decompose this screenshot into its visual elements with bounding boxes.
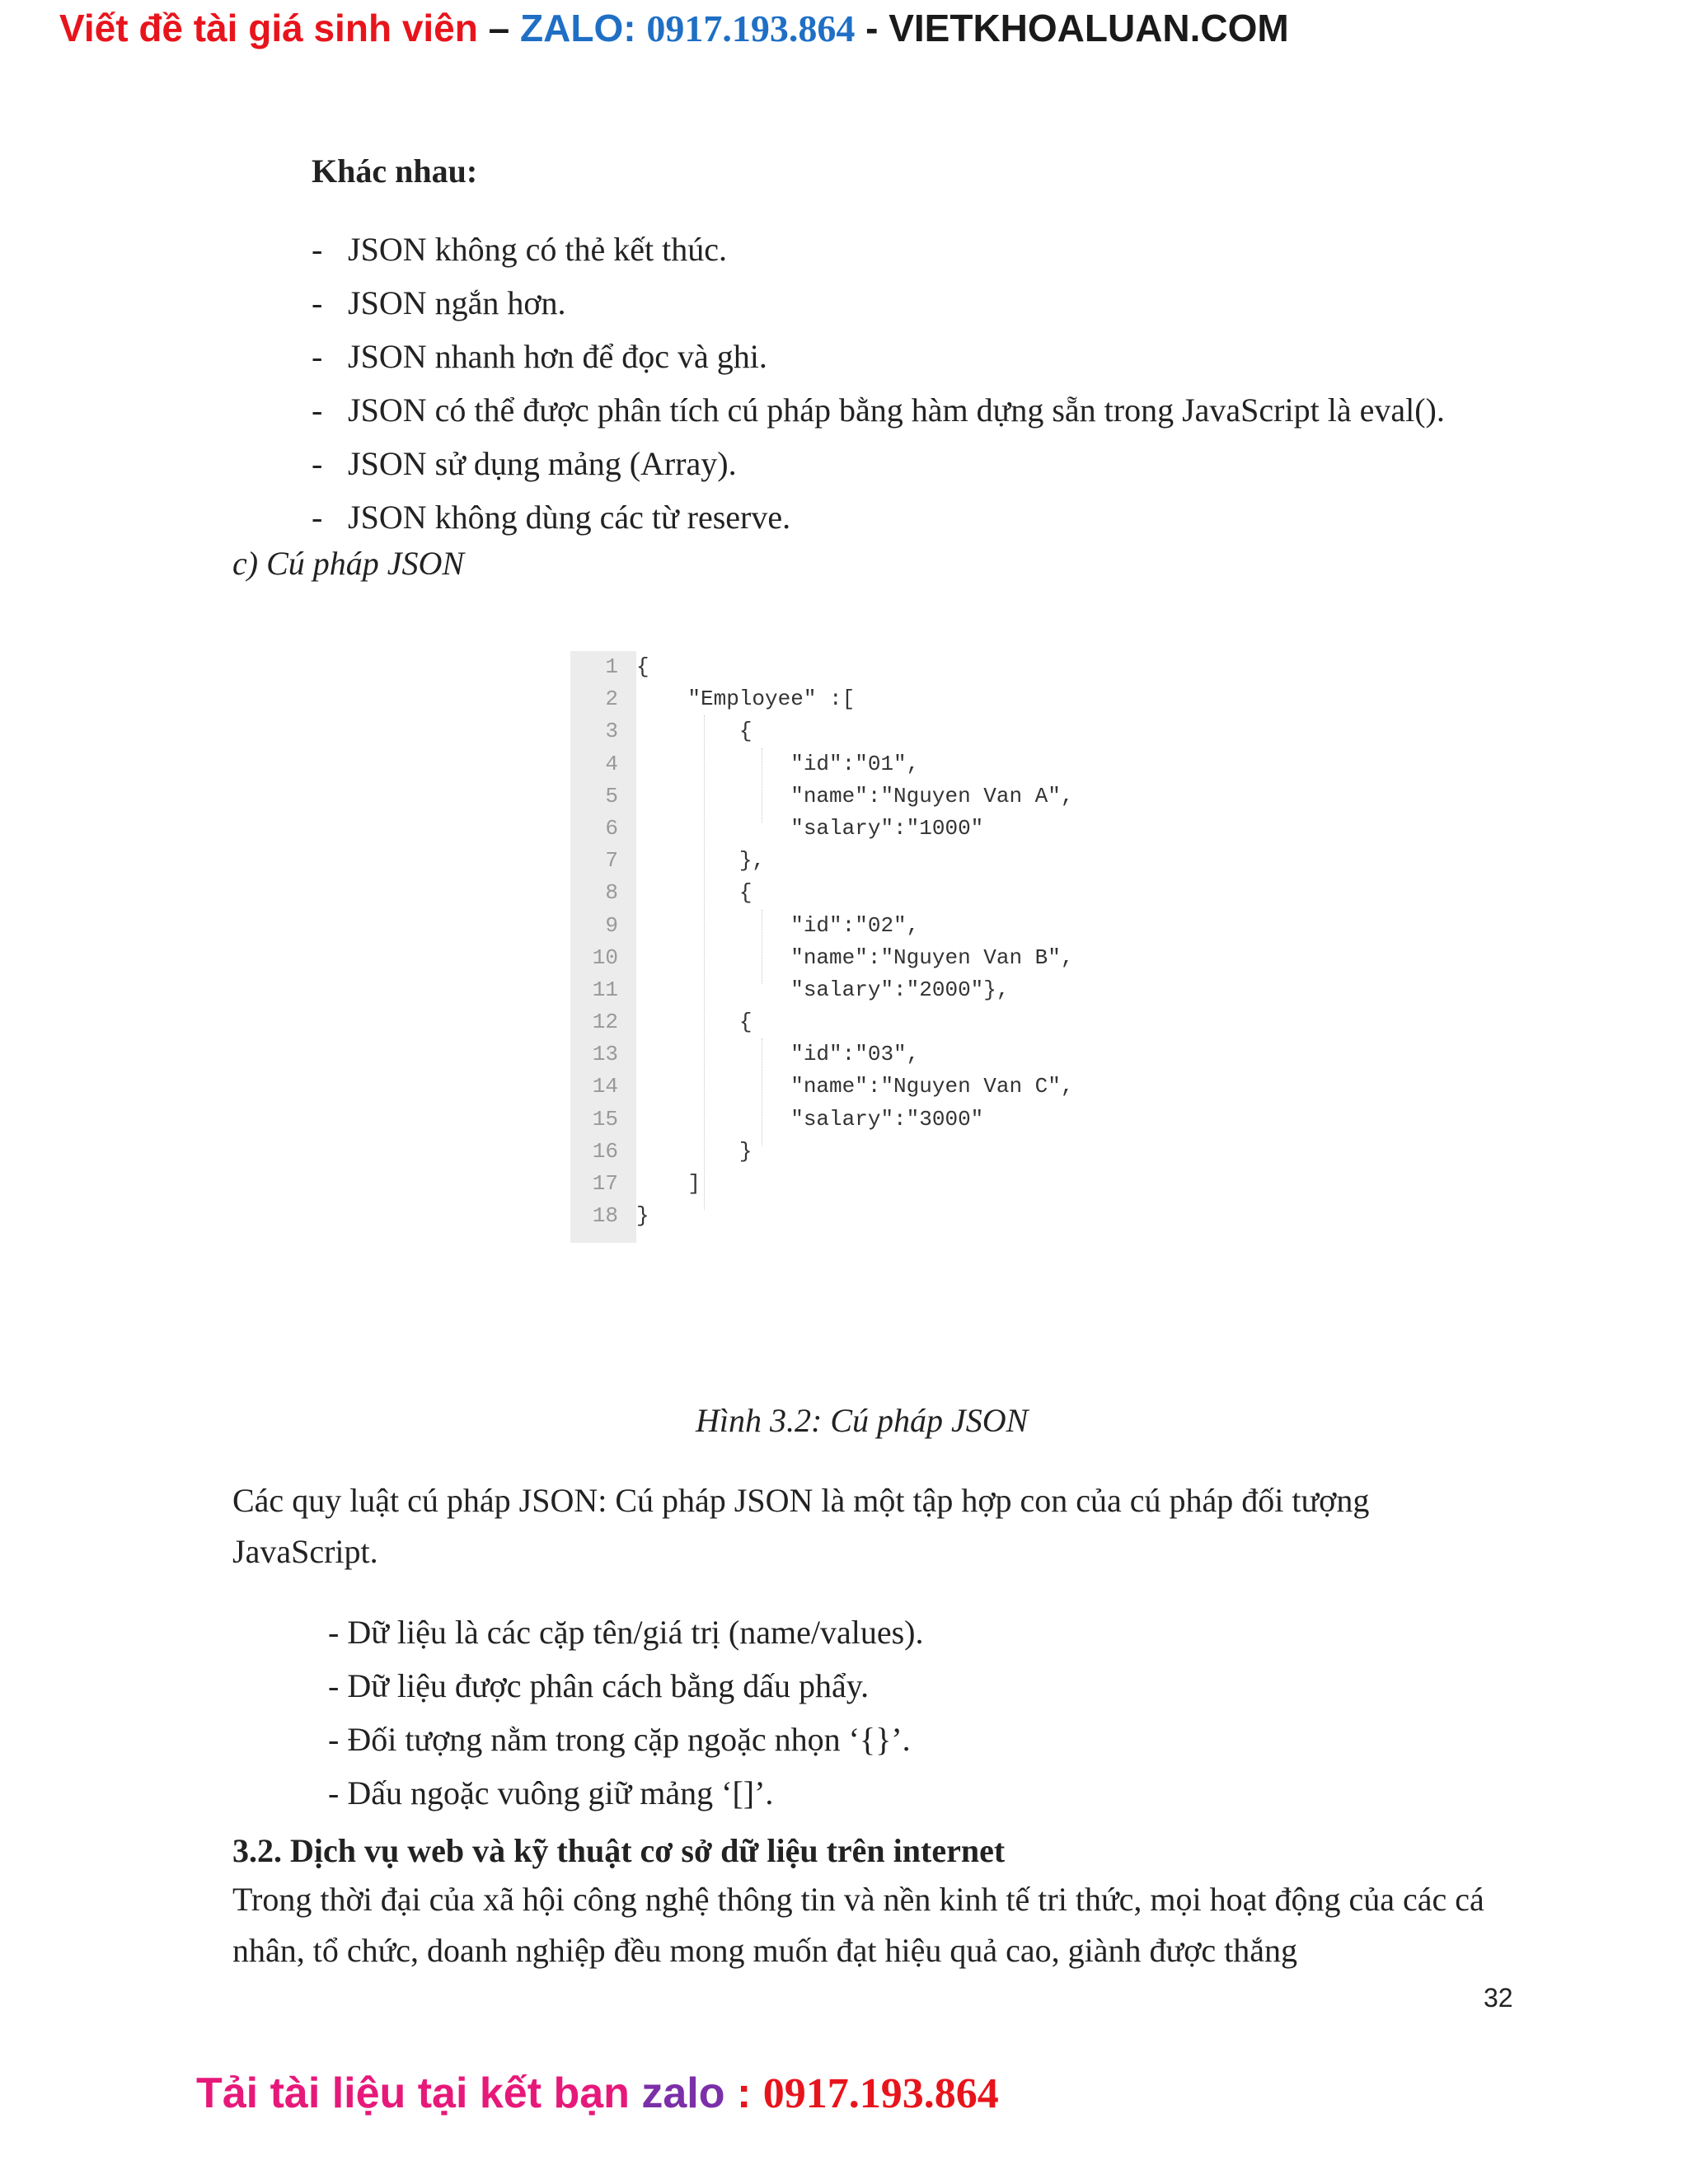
footer-banner [196, 2067, 999, 2121]
line-number: 16 [592, 1138, 618, 1164]
line-number: 18 [592, 1203, 618, 1229]
line-number: 10 [592, 944, 618, 970]
list-item: - JSON ngắn hơn. [312, 284, 566, 321]
list-item: - JSON không dùng các từ reserve. [312, 499, 791, 536]
header-text-1: Viết đề tài giá sinh viên [59, 7, 478, 49]
code-line: { [636, 654, 649, 679]
section-heading: 3.2. Dịch vụ web và kỹ thuật cơ sở dữ liệu trên internet [232, 1832, 1006, 1869]
subheading: c) Cú pháp JSON [232, 545, 465, 582]
header-text-2: – [477, 7, 521, 49]
code-line: "Employee" :[ [636, 687, 856, 712]
code-line: { [636, 719, 753, 744]
code-line: { [636, 1010, 753, 1035]
footer-text-1: Tải tài liệu tại kết bạn [196, 2069, 642, 2117]
code-line: } [636, 1138, 753, 1164]
list-item: - Dấu ngoặc vuông giữ mảng ‘[]’. [328, 1774, 774, 1811]
list-item: - JSON có thể được phân tích cú pháp bằng hàm dựng sẵn trong JavaScript là eval(). [312, 391, 1445, 429]
code-line: "salary":"1000" [636, 815, 984, 841]
footer-phone: 0917.193.864 [762, 2070, 999, 2117]
header-phone: 0917.193.864 [646, 7, 856, 49]
line-number: 12 [592, 1010, 618, 1035]
list-item: - JSON nhanh hơn để đọc và ghi. [312, 338, 767, 375]
rules-list [328, 1605, 923, 1820]
paragraph-json-rules: Các quy luật cú pháp JSON: Cú pháp JSON là một tập hợp con của cú pháp đối tượng JavaScript. [232, 1482, 1370, 1570]
code-line: ] [636, 1171, 701, 1196]
paragraph-web-services: Trong thời đại của xã hội công nghệ thông tin và nền kinh tế tri thức, mọi hoạt động của các cá nhân, tổ chức, doanh nghiệp đều mong muốn đạt hiệu quả cao, giành được thắng [232, 1881, 1484, 1969]
line-number: 13 [592, 1042, 618, 1067]
list-item: - Dữ liệu là các cặp tên/giá trị (name/values). [328, 1614, 924, 1651]
code-line: "salary":"2000"}, [636, 977, 1010, 1002]
code-lines [636, 651, 1147, 1232]
line-number: 9 [605, 912, 618, 938]
line-number: 11 [592, 977, 618, 1002]
footer-text-3: : [724, 2069, 763, 2117]
line-number-gutter [570, 651, 636, 1243]
line-number: 2 [605, 687, 618, 712]
header-banner [59, 5, 1289, 52]
header-site: - VIETKHOALUAN.COM [855, 7, 1289, 49]
code-line: { [636, 880, 753, 906]
header-text-3: ZALO: [520, 7, 647, 49]
line-number: 15 [592, 1106, 618, 1132]
differences-heading: Khác nhau: [312, 152, 478, 190]
line-number: 4 [605, 751, 618, 776]
page-number: 32 [1484, 1983, 1513, 2013]
code-line: }, [636, 848, 766, 874]
figure-caption: Hình 3.2: Cú pháp JSON [696, 1402, 1029, 1439]
code-line: "id":"02", [636, 912, 920, 938]
line-number: 1 [605, 654, 618, 679]
line-number: 3 [605, 719, 618, 744]
line-number: 17 [592, 1171, 618, 1196]
code-line: } [636, 1203, 649, 1229]
list-item: - Đối tượng nằm trong cặp ngoặc nhọn ‘{}’. [328, 1721, 911, 1758]
list-item: - Dữ liệu được phân cách bằng dấu phẩy. [328, 1667, 870, 1704]
json-code-figure [570, 651, 1147, 1243]
differences-list [312, 223, 1445, 544]
line-number: 5 [605, 783, 618, 808]
footer-text-2: zalo [641, 2069, 725, 2117]
line-number: 14 [592, 1074, 618, 1099]
code-line: "name":"Nguyen Van B", [636, 944, 1074, 970]
list-item: - JSON sử dụng mảng (Array). [312, 445, 737, 482]
line-number: 8 [605, 880, 618, 906]
code-line: "salary":"3000" [636, 1106, 984, 1132]
code-line: "name":"Nguyen Van A", [636, 783, 1074, 808]
list-item: - JSON không có thẻ kết thúc. [312, 231, 727, 268]
line-number: 7 [605, 848, 618, 874]
line-number: 6 [605, 815, 618, 841]
code-line: "name":"Nguyen Van C", [636, 1074, 1074, 1099]
code-line: "id":"03", [636, 1042, 920, 1067]
code-line: "id":"01", [636, 751, 920, 776]
